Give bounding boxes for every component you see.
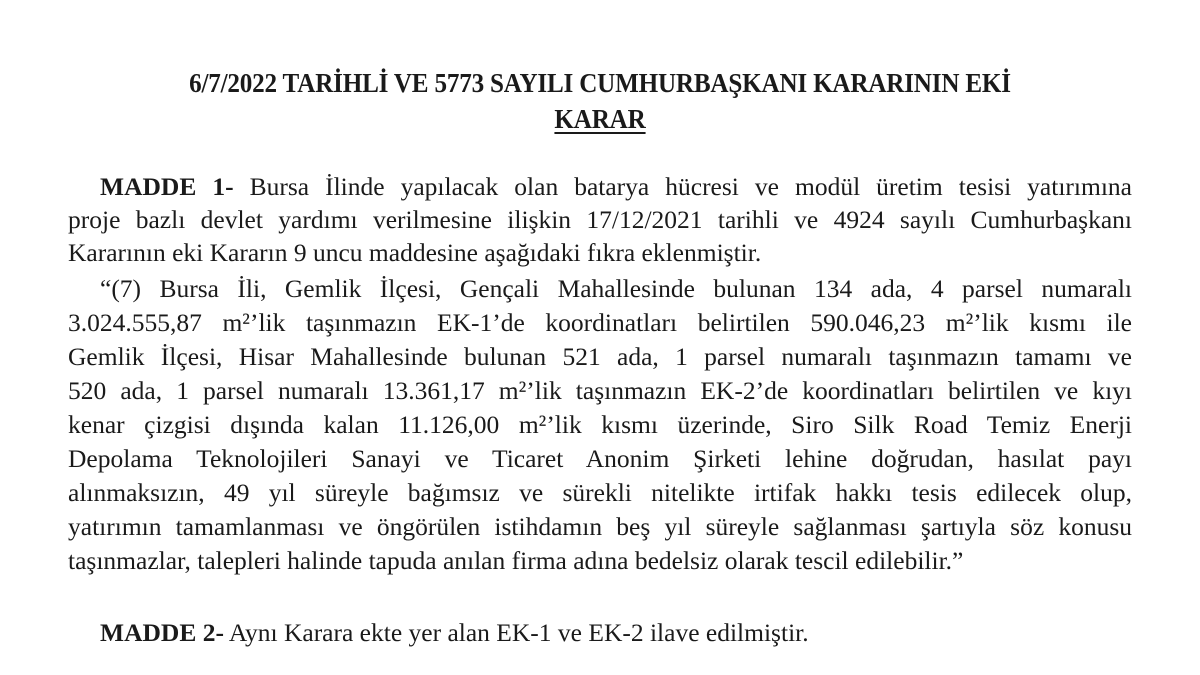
document-title: 6/7/2022 TARİHLİ VE 5773 SAYILI CUMHURBAŞKANI KARARININ EKİ (189, 68, 1011, 98)
fikra-line-5: kenar çizgisi dışında kalan 11.126,00 m²’lik kısmı üzerinde, Siro Silk Road Temiz Enerji (68, 410, 1132, 439)
madde2-label: MADDE 2- (100, 618, 224, 647)
fikra-line-8: yatırımın tamamlanması ve öngörülen istihdamın beş yıl süreyle sağlanması şartıyla söz konusu (68, 512, 1132, 541)
madde1-label: MADDE 1- (100, 172, 234, 201)
madde1-line-2: proje bazlı devlet yardımı verilmesine ilişkin 17/12/2021 tarihli ve 4924 sayılı Cumhurbaşkanı (68, 205, 1132, 234)
fikra-line-7: alınmaksızın, 49 yıl süreyle bağımsız ve sürekli nitelikte irtifak hakkı tesis edilecek olup, (68, 478, 1132, 507)
fikra-line-2: 3.024.555,87 m²’lik taşınmazın EK-1’de koordinatları belirtilen 590.046,23 m²’lik kısmı ile (68, 308, 1132, 337)
madde2-text: Aynı Karara ekte yer alan EK-1 ve EK-2 ilave edilmiştir. (223, 618, 809, 647)
fikra-line-4: 520 ada, 1 parsel numaralı 13.361,17 m²’lik taşınmazın EK-2’de koordinatları belirtilen ve kıyı (68, 376, 1132, 405)
fikra-line-9: taşınmazlar, talepleri halinde tapuda anılan firma adına bedelsiz olarak tescil edilebilir.” (68, 546, 964, 575)
fikra-line-1: “(7) Bursa İli, Gemlik İlçesi, Gençali Mahallesinde bulunan 134 ada, 4 parsel numaralı (100, 274, 1132, 303)
document-subtitle: KARAR (554, 104, 646, 134)
fikra-line-6: Depolama Teknolojileri Sanayi ve Ticaret Anonim Şirketi lehine doğrudan, hasılat payı (68, 444, 1132, 473)
madde2-paragraph (100, 618, 809, 648)
madde1-line-1: MADDE 1- Bursa İlinde yapılacak olan batarya hücresi ve modül üretim tesisi yatırımına (100, 172, 1132, 201)
madde1-line-3: Kararının eki Kararın 9 uncu maddesine aşağıdaki fıkra eklenmiştir. (68, 238, 762, 267)
fikra-line-3: Gemlik İlçesi, Hisar Mahallesinde bulunan 521 ada, 1 parsel numaralı taşınmazın tamamı ve (68, 342, 1132, 371)
